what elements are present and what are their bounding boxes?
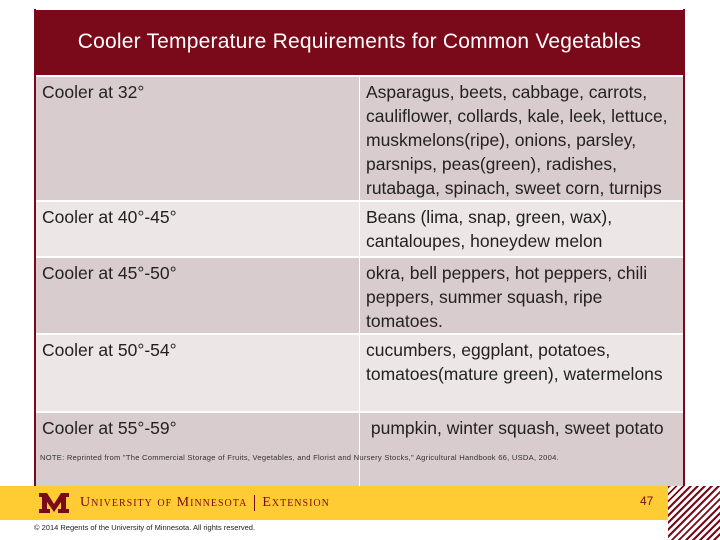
vegetable-list: Asparagus, beets, cabbage, carrots, cauliflower, collards, kale, leek, lettuce, muskmelons(ripe), onions, parsley, parsnips, peas(green), radishes, rutabaga, spinach, sweet corn, turnips [360, 76, 685, 201]
university-name: University of Minnesota [80, 495, 248, 511]
temperature-label: Cooler at 40°-45° [35, 201, 360, 257]
division-name: Extension [262, 495, 330, 511]
table-row [35, 412, 684, 491]
temperature-label: Cooler at 32° [35, 76, 360, 201]
block-m-icon [38, 491, 70, 515]
table-row [35, 334, 684, 412]
university-logo [38, 490, 330, 516]
vegetable-list: pumpkin, winter squash, sweet potato [360, 412, 685, 491]
table-row [35, 76, 684, 201]
temperature-label: Cooler at 50°-54° [35, 334, 360, 412]
footer-pattern [668, 486, 720, 540]
source-note: NOTE: Reprinted from "The Commercial Storage of Fruits, Vegetables, and Florist and Nursery Stocks," Agricultural Handbook 66, USDA, 2004. [40, 453, 559, 462]
vegetable-list: Beans (lima, snap, green, wax), cantaloupes, honeydew melon [360, 201, 685, 257]
copyright-notice: © 2014 Regents of the University of Minnesota. All rights reserved. [34, 523, 256, 532]
vegetable-list: okra, bell peppers, hot peppers, chili peppers, summer squash, ripe tomatoes. [360, 257, 685, 334]
logo-divider [254, 495, 255, 511]
table-row [35, 257, 684, 334]
vegetable-list: cucumbers, eggplant, potatoes, tomatoes(mature green), watermelons [360, 334, 685, 412]
table-title: Cooler Temperature Requirements for Common Vegetables [35, 10, 684, 76]
temperature-label: Cooler at 45°-50° [35, 257, 360, 334]
temperature-label: Cooler at 55°-59° [35, 412, 360, 491]
vegetable-cooler-table [34, 9, 685, 492]
table-row [35, 201, 684, 257]
page-number: 47 [640, 494, 654, 508]
